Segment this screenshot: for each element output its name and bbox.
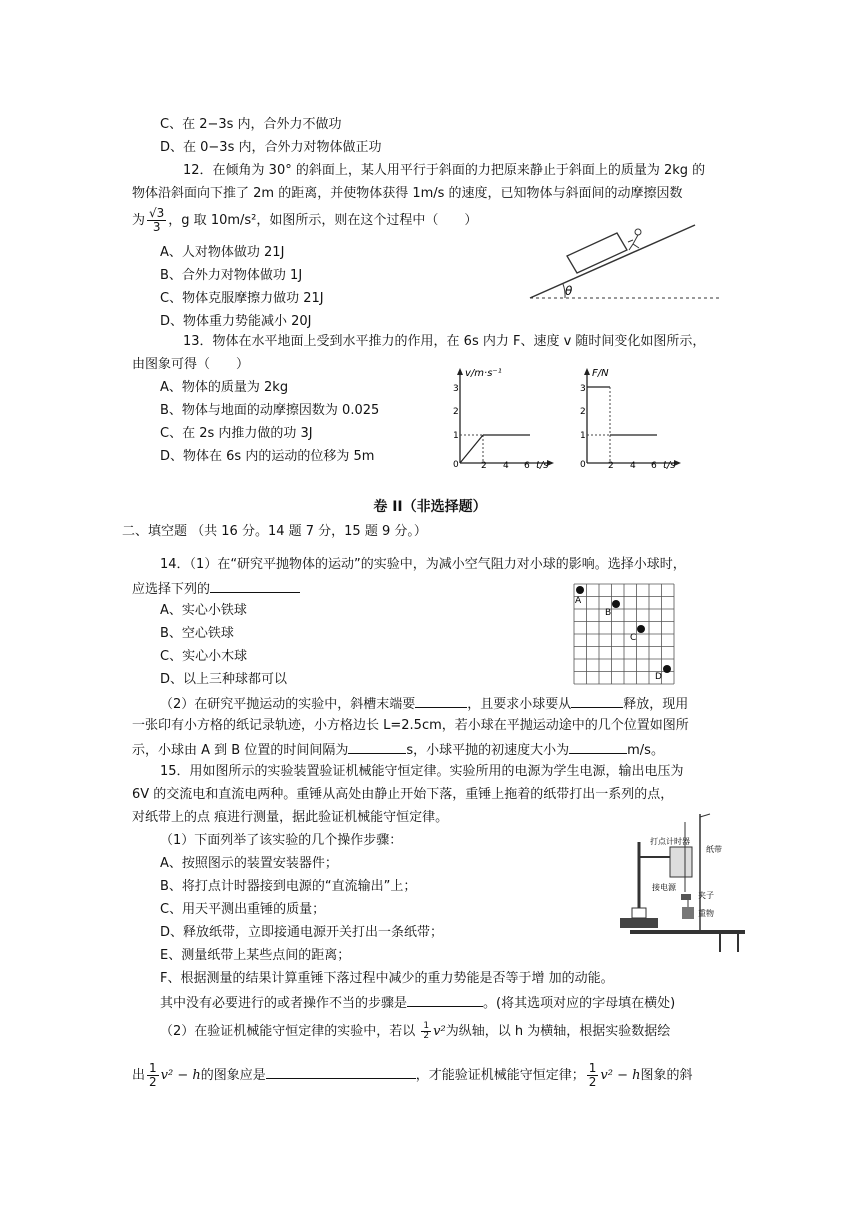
q12-stem-line3 — [132, 207, 477, 235]
label-tape: 纸带 — [706, 845, 722, 854]
q12-option-b: B、合外力对物体做功 1J — [160, 268, 303, 283]
q15-p3-text-a: 出 — [132, 1068, 146, 1083]
q12-stem-suffix: ，g 取 10m/s²，如图所示，则在这个过程中（ ） — [168, 213, 478, 228]
q15-p3-text-d: 图象的斜 — [640, 1068, 693, 1083]
q15-step-a: A、按照图示的装置安装器件； — [160, 856, 338, 871]
f-graph-origin: 0 — [580, 460, 586, 470]
f-graph-ytick-3: 3 — [580, 384, 586, 394]
v-graph-xlabel: t/s — [536, 460, 549, 471]
q12-option-c: C、物体克服摩擦力做功 21J — [160, 291, 324, 306]
f-graph-xtick-2: 2 — [608, 461, 614, 471]
q14-part2-line3 — [132, 739, 664, 761]
q14-part2-line2: 一张印有小方格的纸记录轨迹，小方格边长 L=2.5cm，若小球在平抛运动途中的几个位置如图所 — [132, 718, 689, 733]
half-den-2: 2 — [149, 1075, 157, 1089]
q13-option-b: B、物体与地面的动摩擦因数为 0.025 — [160, 403, 380, 418]
f-graph-ylabel: F/N — [592, 368, 609, 379]
q12-stem-line1: 12．在倾角为 30° 的斜面上，某人用平行于斜面的力把原来静止于斜面上的质量为 2kg 的 — [183, 163, 706, 178]
point-a — [576, 586, 584, 594]
theta-label: θ — [565, 284, 573, 298]
q14-p2-text-d: 示，小球由 A 到 B 位置的时间间隔为 — [132, 743, 349, 758]
label-weight: 重物 — [698, 909, 714, 918]
half-den-1: 2 — [423, 1031, 430, 1041]
q15-part2-line1 — [160, 1020, 670, 1044]
q15-step-b: B、将打点计时器接到电源的“直流输出”上； — [160, 879, 417, 894]
q15-stem-line3: 对纸带上的点 痕进行测量，据此验证机械能守恒定律。 — [132, 810, 449, 825]
label-power: 接电源 — [652, 883, 676, 892]
trajectory-grid-figure — [574, 584, 684, 684]
f-graph-ytick-2: 2 — [580, 407, 586, 417]
q15-v-squared: v² — [433, 1024, 446, 1039]
q15-stem-line1: 15．用如图所示的实验装置验证机械能守恒定律。实验所用的电源为学生电源，输出电压为 — [160, 764, 684, 779]
q14-p2-text-e: s，小球平抛的初速度大小为 — [406, 743, 570, 758]
q14-option-c: C、实心小木球 — [160, 649, 248, 664]
q15-p2-text-b: 为纵轴，以 h 为横轴，根据实验数据绘 — [445, 1024, 671, 1039]
q15-p2-text-a: （2）在验证机械能守恒定律的实验中，若以 — [160, 1024, 416, 1039]
q14-p2-text-a: （2）在研究平抛运动的实验中，斜槽末端要 — [160, 697, 416, 712]
v-graph-xtick-4: 4 — [503, 461, 509, 471]
q12-stem-line2: 物体沿斜面向下推了 2m 的距离，并使物体获得 1m/s 的速度，已知物体与斜面间的动摩擦因数 — [132, 186, 683, 201]
velocity-time-graph — [450, 368, 560, 471]
q15-half-fraction-1 — [421, 1022, 431, 1041]
q14-p2-text-f: m/s。 — [627, 743, 664, 758]
force-time-graph — [577, 368, 687, 471]
label-c: C — [630, 633, 637, 643]
q12-mu-fraction — [147, 207, 166, 234]
q15-q1-text-a: 其中没有必要进行的或者操作不当的步骤是 — [160, 996, 408, 1011]
q14-p2-text-c: 释放，现用 — [623, 697, 689, 712]
q12-option-d: D、物体重力势能减小 20J — [160, 314, 312, 329]
q15-half-fraction-2 — [147, 1062, 159, 1089]
v-graph-ramp — [460, 435, 483, 463]
f-graph-ytick-1: 1 — [580, 431, 586, 441]
v-graph-xtick-6: 6 — [524, 461, 530, 471]
q13-stem-line2: 由图象可得（ ） — [132, 357, 250, 372]
q15-part1-intro: （1）下面列举了该实验的几个操作步骤： — [160, 833, 403, 848]
q11-option-d: D、在 0−3s 内，合外力对物体做正功 — [160, 140, 382, 155]
point-d — [663, 665, 671, 673]
point-b — [612, 600, 620, 608]
half-num-3: 1 — [588, 1061, 597, 1075]
q13-option-c: C、在 2s 内推力做的功 3J — [160, 426, 313, 441]
q15-stem-line2: 6V 的交流电和直流电两种。重锤从高处由静止开始下落，重锤上拖着的纸带打出一系列的点， — [132, 787, 674, 802]
v-graph-ytick-3: 3 — [453, 384, 459, 394]
q15-step-f: F、根据测量的结果计算重锤下落过程中减少的重力势能是否等于增 加的动能。 — [160, 971, 614, 986]
label-a: A — [575, 596, 582, 606]
q14-stem-line2 — [132, 578, 300, 600]
q14-answer-blank-1[interactable] — [210, 578, 300, 593]
label-b: B — [605, 608, 612, 618]
incline-figure — [525, 220, 725, 305]
label-d: D — [655, 672, 662, 682]
q14-answer-blank-4[interactable] — [348, 739, 406, 754]
q12-option-a: A、人对物体做功 21J — [160, 245, 285, 260]
q13-option-d: D、物体在 6s 内的运动的位移为 5m — [160, 449, 375, 464]
q12-stem-prefix: 为 — [132, 213, 146, 228]
v-graph-origin: 0 — [453, 460, 459, 470]
apparatus-figure — [610, 812, 750, 954]
q15-step-e: E、测量纸带上某些点间的距离； — [160, 948, 351, 963]
q14-part2-line1 — [160, 693, 688, 715]
v-graph-ytick-2: 2 — [453, 407, 459, 417]
q14-option-a: A、实心小铁球 — [160, 603, 247, 618]
q15-answer-blank-1[interactable] — [407, 992, 483, 1007]
q15-step-d: D、释放纸带，立即接通电源开关打出一条纸带； — [160, 925, 444, 940]
v-graph-ytick-1: 1 — [453, 431, 459, 441]
q15-part1-question — [160, 992, 675, 1014]
q14-answer-blank-3[interactable] — [571, 693, 623, 708]
label-timer: 打点计时器 — [650, 837, 690, 846]
q15-step-c: C、用天平测出重锤的质量； — [160, 902, 326, 917]
q14-answer-blank-5[interactable] — [569, 739, 627, 754]
q14-p2-text-b: ，且要求小球要从 — [467, 697, 572, 712]
half-den-3: 2 — [588, 1075, 597, 1089]
q15-half-fraction-3 — [587, 1062, 599, 1089]
point-c — [637, 625, 645, 633]
q14-option-d: D、以上三种球都可以 — [160, 672, 288, 687]
q13-stem-line1: 13．物体在水平地面上受到水平推力的作用，在 6s 内力 F、速度 v 随时间变化如图所示， — [183, 334, 706, 349]
q15-part2-line2 — [132, 1062, 693, 1090]
v-graph-xtick-2: 2 — [481, 461, 487, 471]
half-num-2: 1 — [149, 1061, 157, 1075]
q13-option-a: A、物体的质量为 2kg — [160, 380, 289, 395]
q15-p3-text-b: 的图象应是 — [200, 1068, 266, 1083]
q15-q1-text-b: 。(将其选项对应的字母填在横处) — [483, 996, 676, 1011]
q15-answer-blank-2[interactable] — [266, 1064, 416, 1079]
q15-p3-text-c: ，才能验证机械能守恒定律； — [415, 1068, 585, 1083]
q12-mu-denominator: 3 — [152, 220, 161, 234]
q12-mu-numerator: √3 — [149, 206, 165, 220]
q15-v2h-expr-2: v² − h — [600, 1068, 641, 1083]
f-graph-xtick-6: 6 — [651, 461, 657, 471]
q14-stem-text: 应选择下列的 — [132, 582, 211, 597]
q14-option-b: B、空心铁球 — [160, 626, 234, 641]
section-title: 卷 II（非选择题） — [373, 499, 487, 515]
q14-stem-line1: 14．（1）在“研究平抛物体的运动”的实验中，为减小空气阻力对小球的影响。选择小球时， — [160, 557, 686, 572]
section-subtitle: 二、填空题 （共 16 分。14 题 7 分，15 题 9 分。） — [122, 524, 427, 539]
half-num-1: 1 — [423, 1021, 430, 1031]
q15-v2h-expr-1: v² − h — [160, 1068, 201, 1083]
f-graph-xlabel: t/s — [663, 460, 676, 471]
q14-answer-blank-2[interactable] — [415, 693, 467, 708]
v-graph-ylabel: v/m·s⁻¹ — [465, 368, 502, 379]
q11-option-c: C、在 2−3s 内，合外力不做功 — [160, 117, 342, 132]
label-clamp: 夹子 — [698, 891, 714, 900]
f-graph-xtick-4: 4 — [630, 461, 636, 471]
